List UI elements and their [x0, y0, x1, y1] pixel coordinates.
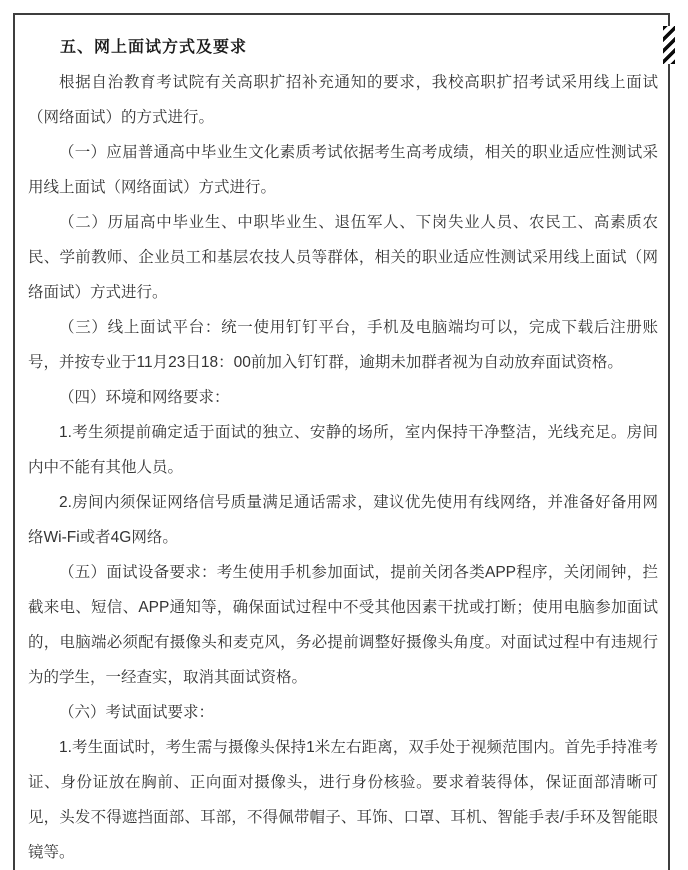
- section-title: 五、网上面试方式及要求: [60, 39, 248, 56]
- paragraph: 根据自治教育考试院有关高职扩招补充通知的要求，我校高职扩招考试采用线上面试（网络面试）的方式进行。: [28, 74, 658, 126]
- paragraph: 1.考生须提前确定适于面试的独立、安静的场所，室内保持干净整洁，光线充足。房间内中不能有其他人员。: [28, 424, 658, 476]
- paragraph: （五）面试设备要求：考生使用手机参加面试，提前关闭各类APP程序，关闭闹钟，拦截来电、短信、APP通知等，确保面试过程中不受其他因素干扰或打断；使用电脑参加面试的，电脑端必须配有摄像头和麦克风，务必提前调整好摄像头角度。对面试过程中有违规行为的学生，一经查实，取消其面试资格。: [28, 564, 658, 686]
- paragraph: （三）线上面试平台：统一使用钉钉平台，手机及电脑端均可以，完成下载后注册账号，并按专业于11月23日18：00前加入钉钉群，逾期未加群者视为自动放弃面试资格。: [28, 319, 658, 371]
- paragraph: （二）历届高中毕业生、中职毕业生、退伍军人、下岗失业人员、农民工、高素质农民、学前教师、企业员工和基层农技人员等群体，相关的职业适应性测试采用线上面试（网络面试）方式进行。: [28, 214, 658, 301]
- paragraph: （四）环境和网络要求：: [59, 389, 230, 406]
- paragraph: 1.考生面试时，考生需与摄像头保持1米左右距离，双手处于视频范围内。首先手持准考证、身份证放在胸前、正向面对摄像头，进行身份核验。要求着装得体，保证面部清晰可见，头发不得遮挡面部、耳部，不得佩带帽子、耳饰、口罩、耳机、智能手表/手环及智能眼镜等。: [28, 739, 658, 861]
- document-frame: [13, 13, 670, 870]
- binding-hatch-icon: [663, 26, 675, 64]
- paragraph: （一）应届普通高中毕业生文化素质考试依据考生高考成绩，相关的职业适应性测试采用线上面试（网络面试）方式进行。: [28, 144, 658, 196]
- paragraph: 2.房间内须保证网络信号质量满足通话需求，建议优先使用有线网络，并准备好备用网络Wi-Fi或者4G网络。: [28, 494, 658, 546]
- document-body: [15, 15, 668, 870]
- paragraph: （六）考试面试要求：: [59, 704, 215, 721]
